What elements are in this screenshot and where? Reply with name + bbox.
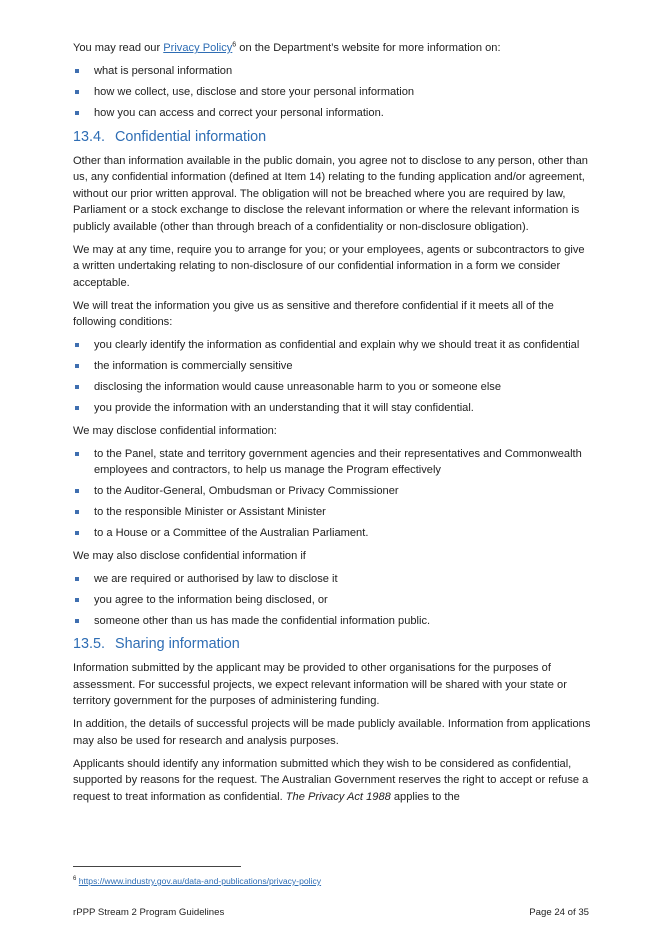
- paragraph: We may disclose confidential information:: [73, 424, 277, 437]
- list-item: you provide the information with an understanding that it will stay confidential.: [73, 400, 593, 417]
- list-item: to the Auditor-General, Ombudsman or Privacy Commissioner: [73, 483, 593, 500]
- list-item: the information is commercially sensitive: [73, 358, 593, 375]
- footer-document-title: rPPP Stream 2 Program Guidelines: [73, 907, 225, 918]
- list-item: how you can access and correct your personal information.: [73, 105, 593, 122]
- list-item: you agree to the information being disclosed, or: [73, 592, 593, 609]
- list-item: what is personal information: [73, 63, 593, 80]
- paragraph-text: applies to the: [390, 790, 460, 803]
- paragraph: In addition, the details of successful projects will be made publicly available. Information from applications may also be used for research and analysis purposes.: [73, 718, 591, 747]
- disclose-if-list: [73, 571, 593, 630]
- footer-page-number: Page 24 of 35: [529, 907, 589, 918]
- footnote-url-link[interactable]: https://www.industry.gov.au/data-and-publications/privacy-policy: [78, 876, 322, 886]
- paragraph: We will treat the information you give us as sensitive and therefore confidential if it meets all of the following conditions:: [73, 299, 554, 328]
- section-title: Confidential information: [115, 128, 267, 145]
- intro-bullet-list: [73, 63, 593, 122]
- section-heading-13-4: [73, 128, 593, 147]
- section-number: 13.4.: [73, 128, 106, 145]
- list-item: disclosing the information would cause unreasonable harm to you or someone else: [73, 379, 593, 396]
- disclose-to-list: [73, 446, 593, 542]
- footnote-number: 6: [73, 876, 77, 883]
- paragraph-text: Applicants should identify any information submitted which they wish to be considered as confidential, supported by reasons for the request. The Australian Government reserves the right to accept or refuse a request to treat information as confidential.: [73, 757, 589, 803]
- paragraph: We may at any time, require you to arrange for you; or your employees, agents or subcontractors to give a written undertaking relating to non-disclosure of our confidential information in a form we consider acceptable.: [73, 243, 585, 289]
- section-title: Sharing information: [115, 636, 240, 652]
- intro-paragraph: [73, 40, 593, 57]
- paragraph: We may also disclose confidential information if: [73, 549, 306, 562]
- footnote-divider: [73, 866, 241, 867]
- paragraph: Other than information available in the public domain, you agree not to disclose to any person, other than us, any confidential information (defined at Item 14) relating to the funding application and/or agreement, without our prior written approval. The obligation will not be breached where you are required by law, Parliament or a stock exchange to disclose the relevant information or where the relevant information is publicly available (other than through breach of a confidentiality or non-disclosure obligation).: [73, 154, 588, 233]
- footnote-ref[interactable]: 6: [232, 41, 237, 49]
- paragraph: [73, 756, 593, 806]
- conditions-list: [73, 337, 593, 417]
- list-item: someone other than us has made the confidential information public.: [73, 613, 593, 630]
- paragraph: Information submitted by the applicant may be provided to other organisations for the purposes of assessment. For successful projects, we expect relevant information will be shared with your state or territory government for the purposes of administering funding.: [73, 662, 567, 707]
- intro-text-start: You may read our: [73, 42, 164, 54]
- footnote: [73, 875, 321, 887]
- list-item: how we collect, use, disclose and store your personal information: [73, 84, 593, 101]
- page-content: [73, 40, 593, 812]
- privacy-policy-link[interactable]: Privacy Policy: [163, 42, 233, 54]
- list-item: we are required or authorised by law to disclose it: [73, 571, 593, 588]
- list-item: you clearly identify the information as confidential and explain why we should treat it as confidential: [73, 337, 593, 354]
- list-item: to the Panel, state and territory government agencies and their representatives and Commonwealth employees and contractors, to help us manage the Program effectively: [73, 446, 593, 479]
- intro-text-end: on the Department’s website for more information on:: [236, 42, 501, 54]
- act-title: The Privacy Act 1988: [285, 790, 391, 803]
- list-item: to a House or a Committee of the Australian Parliament.: [73, 525, 593, 542]
- section-heading-13-5: [73, 635, 593, 654]
- section-number: 13.5.: [73, 636, 106, 652]
- list-item: to the responsible Minister or Assistant Minister: [73, 504, 593, 521]
